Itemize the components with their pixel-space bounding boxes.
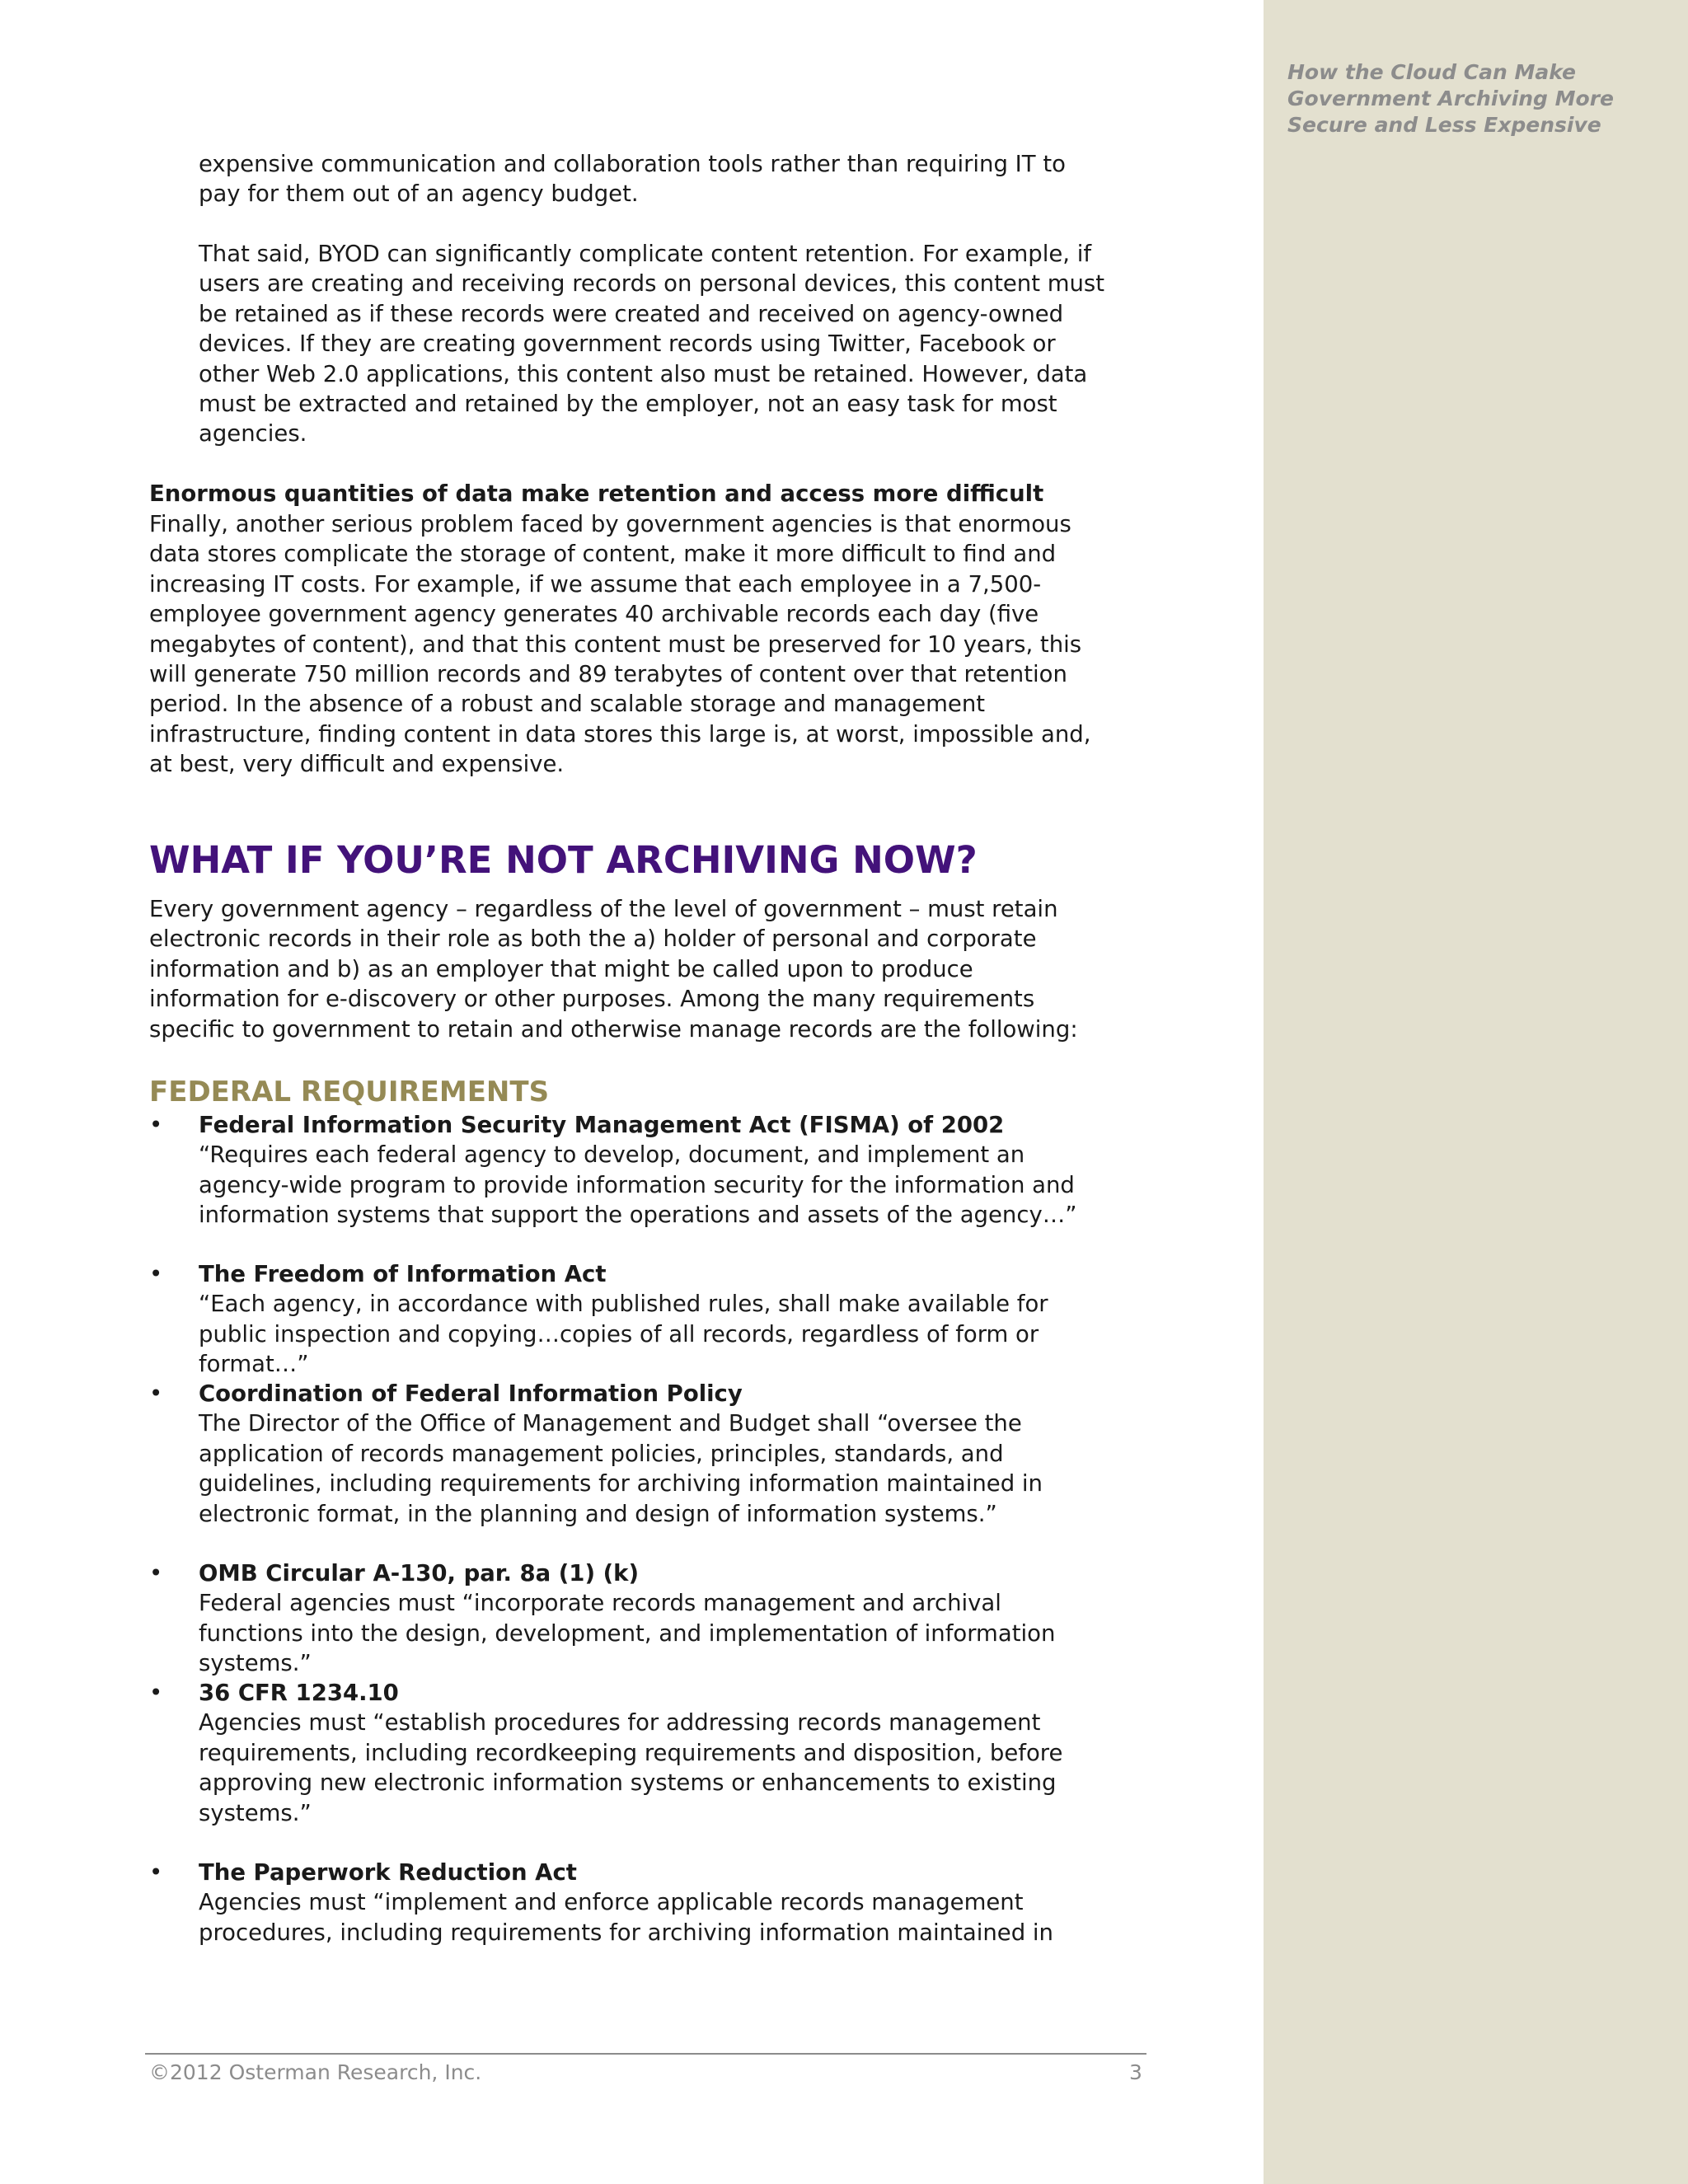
list-item	[149, 1259, 1105, 1380]
bullet-icon: •	[149, 1560, 163, 1586]
list-item	[149, 1558, 1105, 1679]
footer-copyright: ©2012 Osterman Research, Inc.	[149, 2060, 482, 2084]
bullet-text: The Director of the Office of Management and Budget shall “oversee the application of records management policies, principles, standards, and guidelines, including requirements for archiving information maintained in electronic format, in the planning and design of information systems.”	[199, 1410, 1043, 1527]
sidebar-title: How the Cloud Can Make Government Archiving More Secure and Less Expensive	[1287, 60, 1614, 137]
bullet-title: OMB Circular A-130, par. 8a (1) (k)	[199, 1560, 640, 1586]
bullet-icon: •	[149, 1380, 163, 1407]
footer-divider	[145, 2053, 1146, 2055]
list-item	[149, 1678, 1105, 1828]
bullet-text: “Each agency, in accordance with published rules, shall make available for public inspection and copying…copies of all records, regardless of form or format…”	[199, 1291, 1048, 1378]
page-number: 3	[1129, 2060, 1142, 2084]
bullet-icon: •	[149, 1859, 163, 1886]
bullet-title: The Paperwork Reduction Act	[199, 1859, 577, 1886]
list-item	[149, 1379, 1105, 1529]
bullet-icon: •	[149, 1112, 163, 1138]
paragraph-byod-retention: That said, BYOD can significantly complicate content retention. For example, if users are creating and receiving records on personal devices, this content must be retained as if these records were created and received on agency-owned devices. If they are creating government records using Twitter, Facebook or other Web 2.0 applications, this content also must be retained. However, data must be extracted and retained by the employer, not an easy task for most agencies.	[199, 241, 1105, 448]
list-item	[149, 1858, 1105, 1947]
bullet-title: Federal Information Security Management Act (FISMA) of 2002	[199, 1112, 1005, 1138]
bullet-text: Agencies must “establish procedures for addressing records management requirements, including recordkeeping requirements and disposition, before approving new electronic information systems or enhancements to existing systems.”	[199, 1709, 1063, 1826]
bullet-title: 36 CFR 1234.10	[199, 1680, 399, 1706]
heading-federal-requirements: FEDERAL REQUIREMENTS	[149, 1076, 550, 1108]
paragraph-government-requirements: Every government agency – regardless of the level of government – must retain electronic records in their role as both the a) holder of personal and corporate information and b) as an employer that might be called upon to produce information for e-discovery or other purposes. Among the many requirements specific to government to retain and otherwise manage records are the following:	[149, 896, 1078, 1043]
bullet-icon: •	[149, 1680, 163, 1706]
paragraph-byod-intro: expensive communication and collaboration tools rather than requiring IT to pay for them out of an agency budget.	[199, 151, 1066, 208]
heading-not-archiving: WHAT IF YOU’RE NOT ARCHIVING NOW?	[149, 838, 978, 882]
sidebar-panel	[1264, 0, 1688, 2184]
bullet-icon: •	[149, 1261, 163, 1287]
subheading-data-quantities: Enormous quantities of data make retention and access more difficult	[149, 480, 1044, 507]
bullet-title: The Freedom of Information Act	[199, 1261, 607, 1287]
bullet-title: Coordination of Federal Information Policy	[199, 1380, 743, 1407]
paragraph-data-quantities: Finally, another serious problem faced by government agencies is that enormous data stores complicate the storage of content, make it more difficult to find and increasing IT costs. For example, if we assume that each employee in a 7,500-employee government agency generates 40 archivable records each day (five megabytes of content), and that this content must be preserved for 10 years, this will generate 750 million records and 89 terabytes of content over that retention period. In the absence of a robust and scalable storage and management infrastructure, finding content in data stores this large is, at worst, impossible and, at best, very difficult and expensive.	[149, 511, 1091, 778]
bullet-text: Agencies must “implement and enforce applicable records management procedures, including requirements for archiving information maintained in	[199, 1889, 1053, 1946]
list-item	[149, 1110, 1105, 1230]
bullet-text: Federal agencies must “incorporate records management and archival functions into the design, development, and implementation of information systems.”	[199, 1590, 1056, 1677]
bullet-text: “Requires each federal agency to develop, document, and implement an agency-wide program to provide information security for the information and information systems that support the operations and assets of the agency…”	[199, 1141, 1077, 1229]
